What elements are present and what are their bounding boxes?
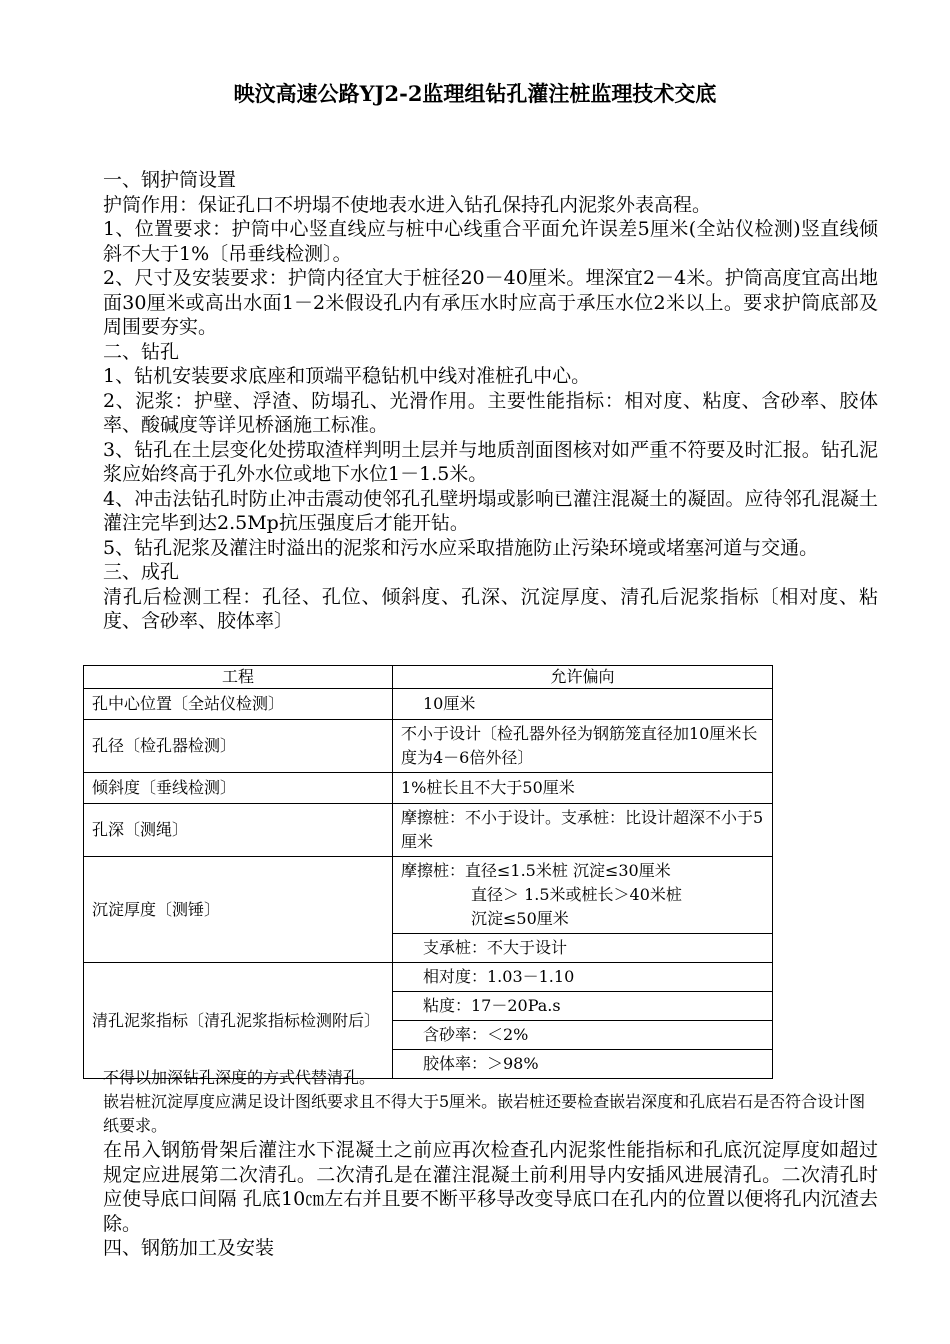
table-header-cell: 工程 <box>84 666 393 689</box>
paragraph: 4、冲击法钻孔时防止冲击震动使邻孔孔壁坍塌或影响已灌注混凝土的凝固。应待邻孔混凝土灌注完毕到达2.5Mp抗压强度后才能开钻。 <box>103 487 878 534</box>
table-cell-item: 沉淀厚度〔测锤〕 <box>84 857 393 963</box>
section-heading: 二、钻孔 <box>103 340 180 363</box>
table-cell-value: 粘度：17－20Pa.s <box>393 992 773 1021</box>
paragraph: 2、泥浆：护壁、浮渣、防塌孔、光滑作用。主要性能指标：相对度、粘度、含砂率、胶体率、酸碱度等详见桥涵施工标准。 <box>103 389 878 436</box>
table-row <box>84 857 773 934</box>
table-cell-value: 相对度：1.03－1.10 <box>393 963 773 992</box>
table-cell-value: 10厘米 <box>393 689 773 720</box>
note: 不得以加深钻孔深度的方式代替清孔。 <box>103 1068 376 1087</box>
table-row <box>84 689 773 720</box>
table-cell-item: 清孔泥浆指标〔清孔泥浆指标检测附后〕 <box>84 963 393 1079</box>
table-row <box>84 720 773 773</box>
section-heading: 一、钢护筒设置 <box>103 169 237 191</box>
document-body-after-table <box>103 1066 878 1261</box>
section-heading: 三、成孔 <box>103 561 180 583</box>
section-heading: 四、钢筋加工及安装 <box>103 1237 275 1259</box>
paragraph: 1、钻机安装要求底座和顶端平稳钻机中线对准桩孔中心。 <box>103 365 591 387</box>
table-cell-value: 摩擦桩：不小于设计。支承桩：比设计超深不小于5厘米 <box>393 804 773 857</box>
table-row <box>84 963 773 992</box>
table-row <box>84 773 773 804</box>
paragraph: 1、位置要求：护筒中心竖直线应与桩中心线重合平面允许误差5厘米(全站仪检测)竖直线倾斜不大于1%〔吊垂线检测〕。 <box>103 218 878 265</box>
table-cell-value: 支承桩：不大于设计 <box>393 934 773 963</box>
paragraph: 2、尺寸及安装要求：护筒内径宜大于桩径20－40厘米。埋深宜2－4米。护筒高度宜高出地面30厘米或高出水面1－2米假设孔内有承压水时应高于承压水位2米以上。要求护筒底部及周围要夯实。 <box>103 267 878 338</box>
table-cell-item: 倾斜度〔垂线检测〕 <box>84 773 393 804</box>
table-cell-item: 孔中心位置〔全站仪检测〕 <box>84 689 393 720</box>
table-header-cell: 允许偏向 <box>393 666 773 689</box>
table-header-row <box>84 666 773 689</box>
document-body <box>103 168 878 634</box>
table-cell-value: 1%桩长且不大于50厘米 <box>393 773 773 804</box>
table-cell-value <box>393 857 773 934</box>
paragraph: 清孔后检测工程：孔径、孔位、倾斜度、孔深、沉淀厚度、清孔后泥浆指标〔相对度、粘度、含砂率、胶体率〕 <box>103 585 878 632</box>
document-title: 映汶高速公路YJ2-2监理组钻孔灌注桩监理技术交底 <box>233 81 717 106</box>
table-cell-value: 不小于设计〔检孔器外径为钢筋笼直径加10厘米长度为4－6倍外径〕 <box>393 720 773 773</box>
table-cell-item: 孔径〔检孔器检测〕 <box>84 720 393 773</box>
table-cell-item: 孔深〔测绳〕 <box>84 804 393 857</box>
table-cell-value: 含砂率：＜2% <box>393 1021 773 1050</box>
paragraph: 5、钻孔泥浆及灌注时溢出的泥浆和污水应采取措施防止污染环境或堵塞河道与交通。 <box>103 536 819 559</box>
paragraph: 护筒作用：保证孔口不坍塌不使地表水进入钻孔保持孔内泥浆外表高程。 <box>103 193 712 216</box>
paragraph: 在吊入钢筋骨架后灌注水下混凝土之前应再次检查孔内泥浆性能指标和孔底沉淀厚度如超过规定应进展第二次清孔。二次清孔是在灌注混凝土前利用导内安插风进展清孔。二次清孔时应使导底口间隔 孔底10㎝左右并且要不断平移导改变导底口在孔内的位置以便将孔内沉渣去除。 <box>103 1139 878 1235</box>
table-cell-line: 摩擦桩：直径≤1.5米桩 沉淀≤30厘米 <box>401 861 671 880</box>
table-cell-line: 沉淀≤50厘米 <box>471 909 569 928</box>
table-row <box>84 804 773 857</box>
paragraph: 3、钻孔在土层变化处捞取渣样判明土层并与地质剖面图核对如严重不符要及时汇报。钻孔泥浆应始终高于孔外水位或地下水位1－1.5米。 <box>103 438 878 485</box>
note: 嵌岩桩沉淀厚度应满足设计图纸要求且不得大于5厘米。嵌岩桩还要检查嵌岩深度和孔底岩石是否符合设计图纸要求。 <box>103 1092 866 1135</box>
inspection-table <box>83 665 773 1079</box>
table-cell-value: 胶体率：＞98% <box>393 1050 773 1079</box>
table-cell-line: 直径＞ 1.5米或桩长＞40米桩 <box>471 885 682 904</box>
